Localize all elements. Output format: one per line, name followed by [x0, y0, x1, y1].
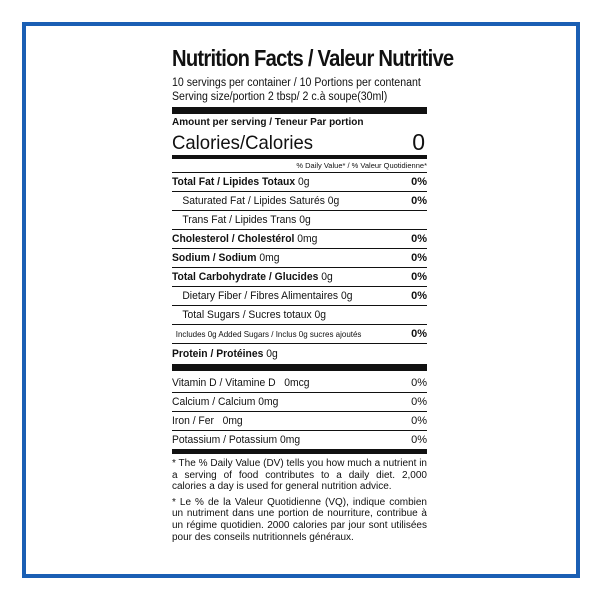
vitamin-name: Vitamin D / Vitamine D: [172, 377, 276, 389]
nutrient-row-saturated-fat: [172, 192, 427, 211]
vitamin-amount: 0mg: [222, 415, 243, 427]
nutrient-row-added-sugars: [172, 325, 427, 344]
vitamin-amount: 0mg: [280, 434, 301, 446]
nutrient-row-cholesterol: [172, 230, 427, 249]
nutrient-amount: 0mg: [297, 233, 318, 245]
nutrient-name: Dietary Fiber / Fibres Alimentaires: [182, 290, 339, 302]
amount-per-serving-header: Amount per serving / Teneur Par portion: [172, 117, 364, 128]
vitamin-row-potassium: [172, 431, 427, 450]
thick-divider: [172, 364, 427, 371]
vitamin-row-d: [172, 374, 427, 393]
footnote-english: * The % Daily Value (DV) tells you how much a nutrient in a serving of food contributes to a daily diet. 2,000 calories a day is used for general nutrition advice.: [172, 458, 427, 493]
vitamin-dv: 0%: [411, 377, 427, 389]
nutrient-row-carbohydrate: [172, 268, 427, 287]
nutrient-name: Total Sugars / Sucres totaux: [182, 309, 312, 321]
nutrient-name: Sodium / Sodium: [172, 252, 257, 264]
nutrient-row-sodium: [172, 249, 427, 268]
nutrient-name: Total Carbohydrate / Glucides: [172, 271, 319, 283]
vitamin-row-calcium: [172, 393, 427, 412]
nutrient-row-total-fat: [172, 173, 427, 192]
bottom-divider: [172, 450, 427, 454]
nutrient-amount: 0g: [299, 214, 311, 226]
vitamin-dv: 0%: [411, 434, 427, 446]
vitamin-dv: 0%: [411, 415, 427, 427]
nutrient-amount: 0mg: [259, 252, 280, 264]
nutrient-amount: 0g: [327, 195, 340, 207]
nutrient-dv: 0%: [411, 290, 427, 302]
calories-label: Calories/Calories: [172, 132, 314, 154]
nutrient-dv: 0%: [411, 328, 427, 340]
vitamin-dv: 0%: [411, 396, 427, 408]
nutrient-name: Protein / Protéines: [172, 348, 264, 360]
nutrient-name: Includes 0g Added Sugars / Inclus 0g sucres ajoutés: [175, 329, 362, 339]
nutrient-name: Cholesterol / Cholestérol: [172, 233, 295, 245]
label-title: Nutrition Facts / Valeur Nutritive: [172, 45, 454, 71]
footnote-french: * Le % de la Valeur Quotidienne (VQ), indique combien un nutriment dans une portion de nourriture, contribue à un régime quotidien. 2000 calories par jour sont utilisées pour des conseils nutritionnels généraux.: [172, 496, 427, 543]
nutrient-name: Total Fat / Lipides Totaux: [172, 176, 296, 188]
nutrient-row-total-sugars: [172, 306, 427, 325]
nutrient-amount: 0g: [314, 309, 327, 321]
nutrient-dv: 0%: [411, 195, 427, 207]
calories-row: [172, 129, 427, 159]
nutrient-amount: 0g: [340, 290, 353, 302]
vitamin-name: Iron / Fer: [172, 415, 214, 427]
nutrient-dv: 0%: [411, 176, 427, 188]
nutrient-dv: 0%: [411, 252, 427, 264]
nutrient-amount: 0g: [266, 348, 278, 360]
vitamin-name: Calcium / Calcium: [172, 396, 256, 408]
vitamin-amount: 0mcg: [284, 377, 310, 389]
nutrient-name: Saturated Fat / Lipides Saturés: [182, 195, 325, 207]
nutrient-amount: 0g: [298, 176, 310, 188]
servings-per-container: 10 servings per container / 10 Portions per contenant: [172, 77, 421, 89]
nutrient-dv: 0%: [411, 233, 427, 245]
nutrient-row-trans-fat: [172, 211, 427, 230]
nutrition-label: [172, 44, 454, 547]
nutrient-amount: 0g: [321, 271, 333, 283]
nutrient-name: Trans Fat / Lipides Trans: [182, 214, 297, 226]
thick-divider: [172, 107, 427, 114]
nutrient-dv: 0%: [411, 271, 427, 283]
nutrient-row-fiber: [172, 287, 427, 306]
nutrient-row-protein: [172, 344, 427, 364]
vitamin-row-iron: [172, 412, 427, 431]
daily-value-header: % Daily Value* / % Valeur Quotidienne*: [172, 159, 427, 173]
vitamin-amount: 0mg: [258, 396, 279, 408]
calories-value: 0: [412, 129, 425, 155]
footnotes: [172, 458, 427, 543]
vitamin-name: Potassium / Potassium: [172, 434, 278, 446]
serving-size: Serving size/portion 2 tbsp/ 2 c.à soupe(30ml): [172, 91, 388, 103]
